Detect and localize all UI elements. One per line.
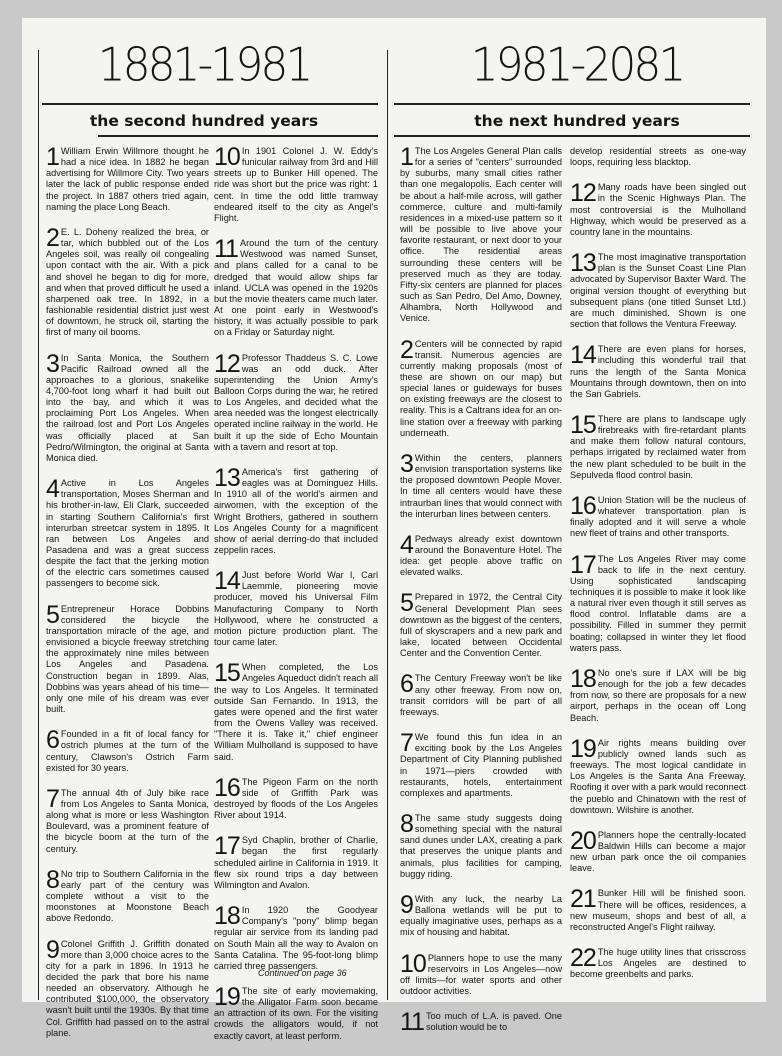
item-body: develop residential streets as one-way loops, requiring less blacktop. (570, 146, 746, 168)
item-text (570, 179, 746, 238)
list-item (570, 944, 746, 980)
item-text (214, 659, 378, 762)
item-text (46, 865, 209, 925)
list-item (400, 949, 562, 998)
item-number: 18 (214, 902, 240, 931)
list-item (400, 1008, 562, 1037)
list-item (570, 826, 746, 875)
item-number: 19 (214, 983, 240, 1011)
right-half (394, 18, 760, 1037)
item-number: 17 (570, 550, 596, 579)
item-text (400, 890, 562, 939)
item-body: No trip to Southern California in the early part of the century was complete without a visit to the moonstones at Moonstone Beach above Redondo. (46, 868, 209, 924)
left-half (28, 18, 380, 1041)
list-item (46, 865, 209, 925)
item-body: Pedways already exist downtown around the Bonaventure Hotel. The idea: get people above traffic on elevated walks. (400, 533, 562, 578)
list-item (400, 890, 562, 939)
item-body: The same study suggests doing something special with the natural sand dunes under LAX, creating a park that preserves the unique plants and animals, plus facilities for camping, buggy riding. (400, 812, 562, 879)
list-item (214, 235, 378, 338)
continued-note: Continued on page 36 (258, 968, 347, 978)
list-item (46, 600, 209, 716)
item-body: There are even plans for horses, including this wonderful trail that runs the length of the Santa Monica Mountains through downtown, then on into the San Gabriels. (570, 344, 746, 399)
item-text (400, 449, 562, 520)
item-body: Bunker Hill will be finished soon. There will be offices, residences, a new museum, shops and best of all, a reconstructed Angel's Flight railway. (570, 888, 746, 932)
left-title: 1881-1981 (97, 38, 311, 93)
item-body: Syd Chaplin, brother of Charlie, began the first regularly scheduled airline in California in 1919. It flew six round trips a day between Wilmington and Avalon. (214, 835, 378, 890)
item-body: Centers will be connected by rapid transit. Numerous agencies are currently making proposals (most of these are shown on our map) but special lanes or guideways for buses on existing freeways are the closest to reality. This is a Caltrans idea for an on-line station over a freeway with parking underneath. (400, 338, 562, 438)
item-body: Colonel Griffith J. Griffith donated more than 3,000 choice acres to the city for a park in 1896. In 1913 he decided the park that bore his name needed an observatory. Although he contributed $100,000, the observatory wasn't built until the 1930s. By that time Col. Griffith had passed on to the astral plane. (46, 938, 209, 1038)
item-number: 11 (400, 1008, 424, 1037)
item-number: 17 (214, 832, 240, 861)
item-text (46, 784, 209, 855)
item-number: 12 (570, 179, 596, 208)
item-body: Air rights means building over publicly owned lands such as freeways. The most logical candidate in Los Angeles is the Santa Ana Freeway. Roofing it over with a park would reconnect the pueblo and Chinatown with the rest of downtown. Wilshire is another. (570, 737, 746, 815)
item-text (570, 491, 746, 540)
item-text (46, 349, 209, 465)
list-item (214, 349, 378, 453)
item-body: Founded in a fit of local fancy for ostrich plumes at the turn of the century, Clawson's Ostrich Farm existed for 30 years. (46, 729, 209, 773)
item-number: 5 (46, 600, 59, 629)
item-body: In 1901 Colonel J. W. Eddy's funicular railway from 3rd and Hill streets up to Bunker Hill opened. The ride was short but the price was right: 1 cent. In time the odd little tramway endeared itself to the city as Angel's Flight. (214, 146, 378, 223)
list-item (400, 589, 562, 659)
list-item (570, 734, 746, 816)
list-item (570, 491, 746, 540)
item-text (570, 341, 746, 400)
item-body: Planners hope to use the many reservoirs in Los Angeles—now off limits—for water sports and other outdoor activities. (400, 952, 562, 996)
list-item (46, 143, 209, 213)
item-body: Planners hope the centrally-located Baldwin Hills can become a major new urban park once the oil companies leave. (570, 829, 746, 874)
magazine-page (22, 18, 766, 1041)
item-text (400, 335, 562, 439)
item-number: 14 (214, 567, 240, 596)
left-column-2 (214, 143, 378, 1056)
item-text (570, 146, 746, 168)
item-number: 7 (46, 784, 59, 813)
item-number: 9 (46, 935, 59, 964)
item-body: Professor Thaddeus S. C. Lowe was an odd duck. After superintending the Union Army's Balloon Corps during the war, he retired to Los Angeles, and decided what the area needed was the longest electrically operated incline railway in the world. He built it up the side of Echo Mountain with a tavern and resort at top. (214, 352, 378, 452)
item-body: Just before World War I, Carl Laemmle, pioneering movie producer, moved his Universal Film Manufacturing Company to North Hollywood, where he constructed a motion picture production plant. The tour came later. (214, 570, 378, 648)
item-number: 12 (214, 349, 240, 378)
item-body: The Pigeon Farm on the north side of Griffith Park was destroyed by floods of the Los Angeles River about 1914. (214, 776, 378, 821)
list-item (214, 659, 378, 762)
item-body: Within the centers, planners envision transportation systems like the proposed downtown People Mover. In time all centers would have these intraurban lines that would connect with the interurban lines between centers. (400, 452, 562, 519)
list-item (400, 335, 562, 439)
item-body: Union Station will be the nucleus of whatever transportation plan is finally adopted and it will serve a whole new fleet of trains and other transports. (570, 494, 746, 539)
list-item (400, 729, 562, 799)
item-number: 1 (46, 143, 59, 171)
item-text (46, 935, 209, 1039)
item-text (214, 902, 378, 972)
item-text (570, 944, 746, 980)
item-text (400, 670, 562, 718)
list-item (400, 530, 562, 579)
item-number: 11 (214, 235, 238, 264)
item-text (570, 885, 746, 933)
item-text (400, 589, 562, 659)
item-body: The most imaginative transportation plan is the Sunset Coast Line Plan advocated by Supervisor Baxter Ward. The original version thought of everything but subsequent plans (one titled Sunset Ltd.) are much diminished. Shown is one section that follows the Ventura Freeway. (570, 252, 746, 330)
item-number: 15 (214, 659, 240, 688)
item-text (400, 809, 562, 880)
item-number: 9 (400, 890, 413, 919)
list-item (570, 550, 746, 654)
item-number: 8 (400, 809, 413, 838)
item-body: Prepared in 1972, the Central City General Development Plan sees downtown as the biggest of the centers, full of skyscrapers and a new park and lake, located between Occidental Center and the Convention Center. (400, 592, 562, 659)
right-title: 1981-2081 (470, 38, 684, 93)
item-body: With any luck, the nearby La Ballona wetlands will be put to equally imaginative uses, perhaps as a mix of housing and habitat. (400, 893, 562, 938)
item-text (400, 1008, 562, 1037)
item-number: 8 (46, 865, 59, 894)
left-title-rule (42, 103, 378, 105)
item-number: 20 (570, 826, 596, 855)
item-number: 4 (400, 530, 413, 559)
list-item (214, 983, 378, 1042)
item-text (46, 223, 209, 339)
item-text (214, 463, 378, 556)
item-body: There are plans to landscape ugly firebreaks with fire-retardant plants and make them follow natural contours, perhaps irrigated by reclaimed water from the new plant scheduled to be built in the Sepulveda flood control basin. (570, 413, 746, 480)
item-body: The Century Freeway won't be like any other freeway. From now on, transit corridors will be part of all freeways. (400, 673, 562, 717)
item-text (214, 983, 378, 1042)
item-number: 2 (46, 223, 59, 252)
left-subtitle-rule (98, 135, 378, 137)
list-item (46, 223, 209, 339)
item-number: 18 (570, 664, 596, 693)
item-body: The Los Angeles River may come back to life in the next century. Using sophisticated landscaping techniques it is possible to make it look like a natural river even though it still serves as flood control. Inflatable dams are a possibility. Filled in summer they permit boating; collapsed in winter they let flood waters pass. (570, 553, 746, 653)
list-item (46, 475, 209, 590)
list-item (570, 410, 746, 481)
list-item (46, 935, 209, 1039)
item-number: 10 (400, 949, 426, 978)
item-text (46, 143, 209, 213)
list-item (400, 449, 562, 520)
item-text (214, 143, 378, 224)
item-number: 13 (214, 463, 240, 492)
item-body: The Los Angeles General Plan calls for a series of "centers" surrounded by suburbs, many small cities rather than one megalopolis. Each center will be about a half-mile across, will gather commerce, culture and multi-family residences in a mixed-use pattern so it will be possible to live above your favorite restaurant, or next door to your office. The residential areas surrounding these centers will be preserved much as they are today. Fifty-six centers are planned for places such as San Pedro, Del Amo, Downey, Alhambra, North Hollywood and Venice. (400, 146, 562, 324)
item-body: E. L. Doheny realized the brea, or tar, which bubbled out of the Los Angeles soil, was really oil congealing upon contact with the air. With a pick and shovel he began to dig for more, and when that proved difficult he used a sharpened oak tree. In 1892, in a fashionable residential district just west of downtown, he struck oil, starting the first of many oil booms. (46, 226, 209, 338)
item-body: In Santa Monica, the Southern Pacific Railroad owned all the approaches to a glorious, snakelike 4,700-foot long wharf it had built out into the bay, and which it was proclaiming Port Los Angeles. When the railroad lost and Port Los Angeles was officially placed at San Pedro/Wilmington, the original at Santa Monica died. (46, 352, 209, 463)
list-item (214, 902, 378, 972)
item-number: 16 (214, 773, 240, 802)
item-number: 6 (400, 670, 413, 699)
item-number: 4 (46, 475, 59, 504)
item-body: No one's sure if LAX will be big enough for the job a few decades from now, so there are proposals for a new airport, perhaps in the ocean off Long Beach. (570, 667, 746, 723)
item-number: 10 (214, 143, 240, 171)
item-number: 19 (570, 734, 596, 763)
list-item (400, 670, 562, 718)
left-subtitle: the second hundred years (89, 112, 319, 130)
left-column-1 (46, 143, 209, 1053)
list-item (570, 664, 746, 724)
right-column-1 (400, 143, 562, 1047)
list-item (46, 726, 209, 774)
item-body: Many roads have been singled out in the Scenic Highways Plan. The most controversial is the Mulholland Highway, which would be preserved as a country lane in the mountains. (570, 182, 746, 237)
item-number: 21 (570, 885, 596, 914)
item-body: The annual 4th of July bike race from Los Angeles to Santa Monica, along what is more or less Washington Boulevard, was a prominent feature of the bicycle boom at the turn of the century. (46, 787, 209, 854)
list-item (400, 143, 562, 325)
item-number: 2 (400, 335, 413, 364)
item-text (570, 826, 746, 875)
list-item (570, 249, 746, 330)
item-number: 3 (400, 449, 413, 478)
right-subtitle: the next hundred years (474, 112, 680, 130)
item-text (400, 530, 562, 579)
item-text (400, 949, 562, 998)
item-body: We found this fun idea in an exciting book by the Los Angeles Department of City Planning published in 1971—piers crowded with restaurants, hotels, entertainment complexes and apartments. (400, 732, 562, 798)
item-body: The site of early moviemaking, the Alligator Farm soon became an attraction of its own. For the visiting crowds the alligators would, if not exactly cavort, at least perform. (214, 986, 378, 1041)
item-text (570, 664, 746, 724)
list-item (214, 773, 378, 822)
item-body: In 1920 the Goodyear Company's "pony" blimp began regular air service from its landing pad on South Main all the way to Avalon on Santa Catalina. The 95-foot-long blimp carried three passengers. (214, 905, 378, 971)
list-item (570, 146, 746, 168)
list-item (570, 179, 746, 238)
list-item (214, 463, 378, 556)
item-text (214, 349, 378, 453)
item-text (214, 235, 378, 338)
item-number: 16 (570, 491, 596, 520)
item-number: 6 (46, 726, 59, 755)
item-body: When completed, the Los Angeles Aqueduct didn't reach all the way to Los Angeles. It terminated outside San Fernando. In 1913, the gates were opened and the first water from the Owens Valley was received. "There it is. Take it," chief engineer William Mulholland is supposed to have said. (214, 662, 378, 762)
list-item (214, 567, 378, 648)
item-text (400, 729, 562, 799)
item-number: 5 (400, 589, 413, 618)
item-body: Too much of L.A. is paved. One solution would be to (425, 1011, 562, 1033)
item-body: Entrepreneur Horace Dobbins considered the bicycle the transportation miracle of the age, and envisioned a bicycle freeway stretching the approximately nine miles between Los Angeles and Pasadena. Construction began in 1899. Alas, Dobbins was years ahead of his time—only one mile of his dream was ever built. (46, 603, 209, 715)
item-text (570, 410, 746, 481)
list-item (214, 143, 378, 224)
list-item (570, 885, 746, 933)
item-body: America's first gathering of eagles was at Dominguez Hills. In 1910 all of the world's airmen and airwomen, with the exception of the Wright Brothers, gathered in southern Los Angeles County for a magnificent show of aerial derring-do that included zeppelin races. (214, 466, 378, 555)
list-item (400, 809, 562, 880)
item-text (570, 734, 746, 816)
item-body: Active in Los Angeles transportation, Moses Sherman and his brother-in-law, Eli Clark, succeeded in starting Southern California's first interurban streetcar system in 1895. It ran between Los Angeles and Pasadena and was a great success despite the fact that the jerking motion of the electric cars sometimes caused passengers to become sick. (46, 478, 209, 589)
item-body: William Erwin Willmore thought he had a nice idea. In 1882 he began advertising for Willmore City. Two years later the lack of public response ended the project. In 1887 others tried again, naming the place Long Beach. (46, 146, 209, 212)
item-text (214, 773, 378, 822)
item-number: 14 (570, 341, 596, 370)
item-text (570, 249, 746, 330)
item-text (214, 567, 378, 648)
item-text (46, 600, 209, 716)
list-item (214, 832, 378, 891)
list-item (46, 784, 209, 855)
item-text (214, 832, 378, 891)
list-item (46, 349, 209, 465)
item-number: 22 (570, 944, 596, 973)
item-number: 15 (570, 410, 596, 439)
item-number: 1 (400, 143, 413, 171)
item-number: 7 (400, 729, 413, 758)
item-number: 13 (570, 249, 596, 278)
right-title-rule (394, 103, 750, 105)
item-text (46, 726, 209, 774)
item-text (46, 475, 209, 590)
list-item (570, 341, 746, 400)
item-body: The huge utility lines that crisscross Los Angeles are destined to become greenbelts and parks. (570, 947, 746, 980)
item-text (570, 550, 746, 654)
center-divider-rule (387, 50, 388, 1000)
right-subtitle-rule (394, 135, 750, 137)
item-number: 3 (46, 349, 59, 378)
item-text (400, 143, 562, 325)
right-column-2 (570, 146, 746, 995)
item-body: Around the turn of the century Westwood was named Sunset, and plans called for a canal to be dredged that would allow ships far inland. UCLA was opened in the 1920s but the movie theaters came much later. At one point early in Westwood's history, it was actually possible to park on a Friday or Saturday night. (214, 238, 378, 338)
